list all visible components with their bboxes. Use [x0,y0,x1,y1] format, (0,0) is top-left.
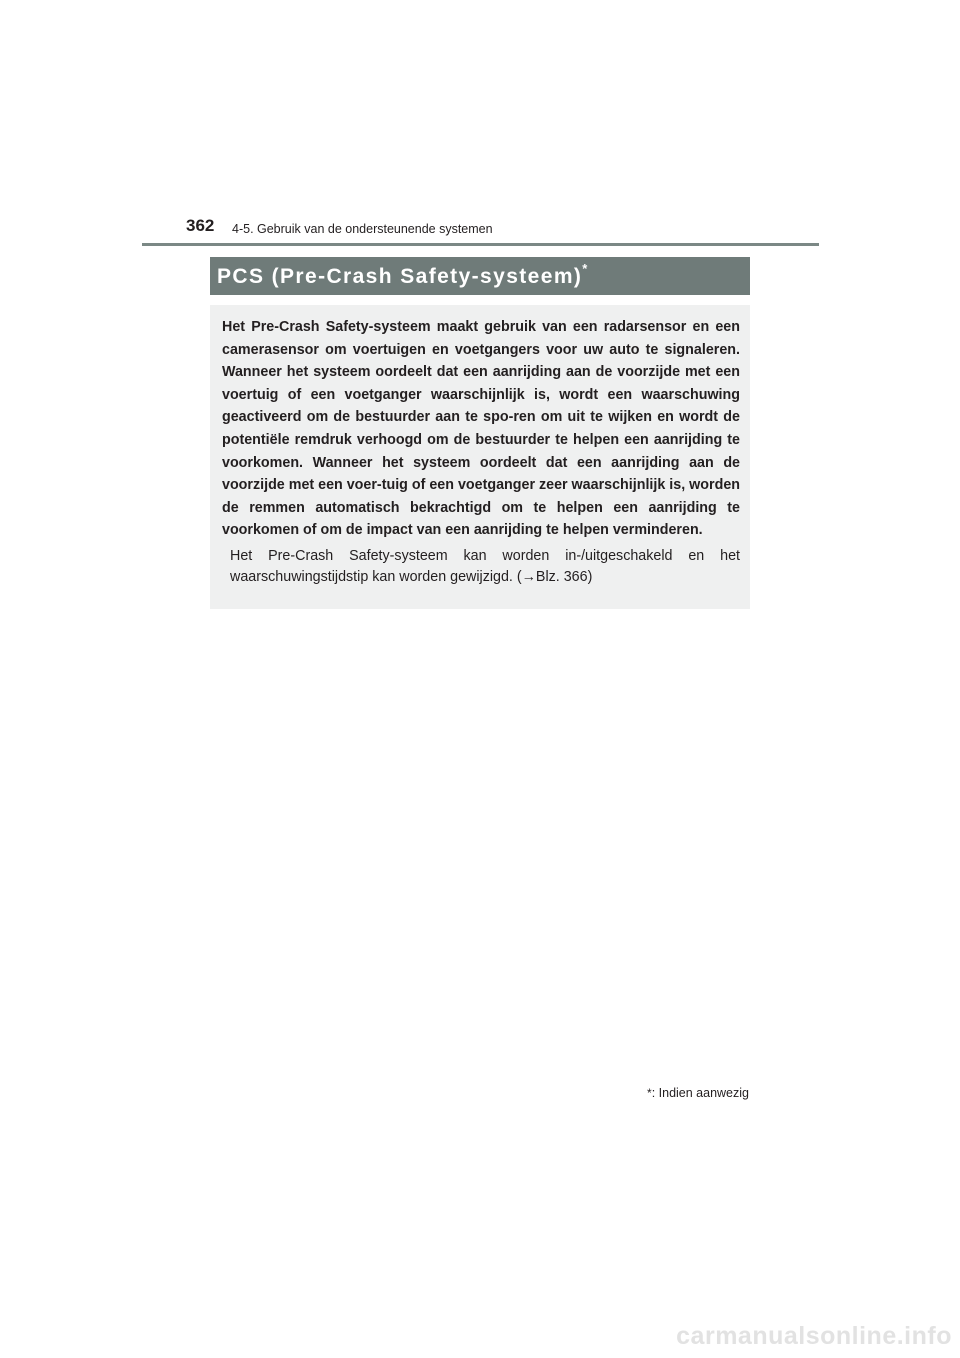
chapter-title: 4-5. Gebruik van de ondersteunende systemen [232,222,493,236]
page-number: 362 [186,216,215,235]
section-title-asterisk: * [582,261,588,276]
intro-box [210,305,750,609]
section-heading-bar [210,257,750,295]
footnote-text: : Indien aanwezig [651,1086,749,1100]
footnote [647,1086,749,1100]
section-title [217,261,587,289]
intro-paragraph: Het Pre-Crash Safety-systeem maakt gebruik van een radarsensor en een camerasensor om voertuigen en voetgangers voor uw auto te signaleren. Wanneer het systeem oordeelt dat een aanrijding aan de voorzijde met een voertuig of een voetganger waarschijnlijk is, wordt een waarschuwing geactiveerd om de bestuurder aan te spo-ren om uit te wijken en wordt de potentiële remdruk verhoogd om de bestuurder te helpen een aanrijding te voorkomen. Wanneer het systeem oordeelt dat een aanrijding aan de voorzijde met een voer-tuig of een voetganger zeer waarschijnlijk is, worden de remmen automatisch bekrachtigd om te helpen een aanrijding te voorkomen of om de impact van een aanrijding te helpen verminderen. [222,319,741,539]
header-divider [142,243,819,246]
footnote-asterisk-icon: * [647,1086,652,1100]
section-title-text: PCS (Pre-Crash Safety-systeem) [217,265,583,288]
intro-note: Het Pre-Crash Safety-systeem kan worden in-/uitgeschakeld en het waarschuwingstijdstip kan worden gewijzigd. (→Blz. 366) [230,547,740,586]
watermark: carmanualsonline.info [676,1322,952,1350]
